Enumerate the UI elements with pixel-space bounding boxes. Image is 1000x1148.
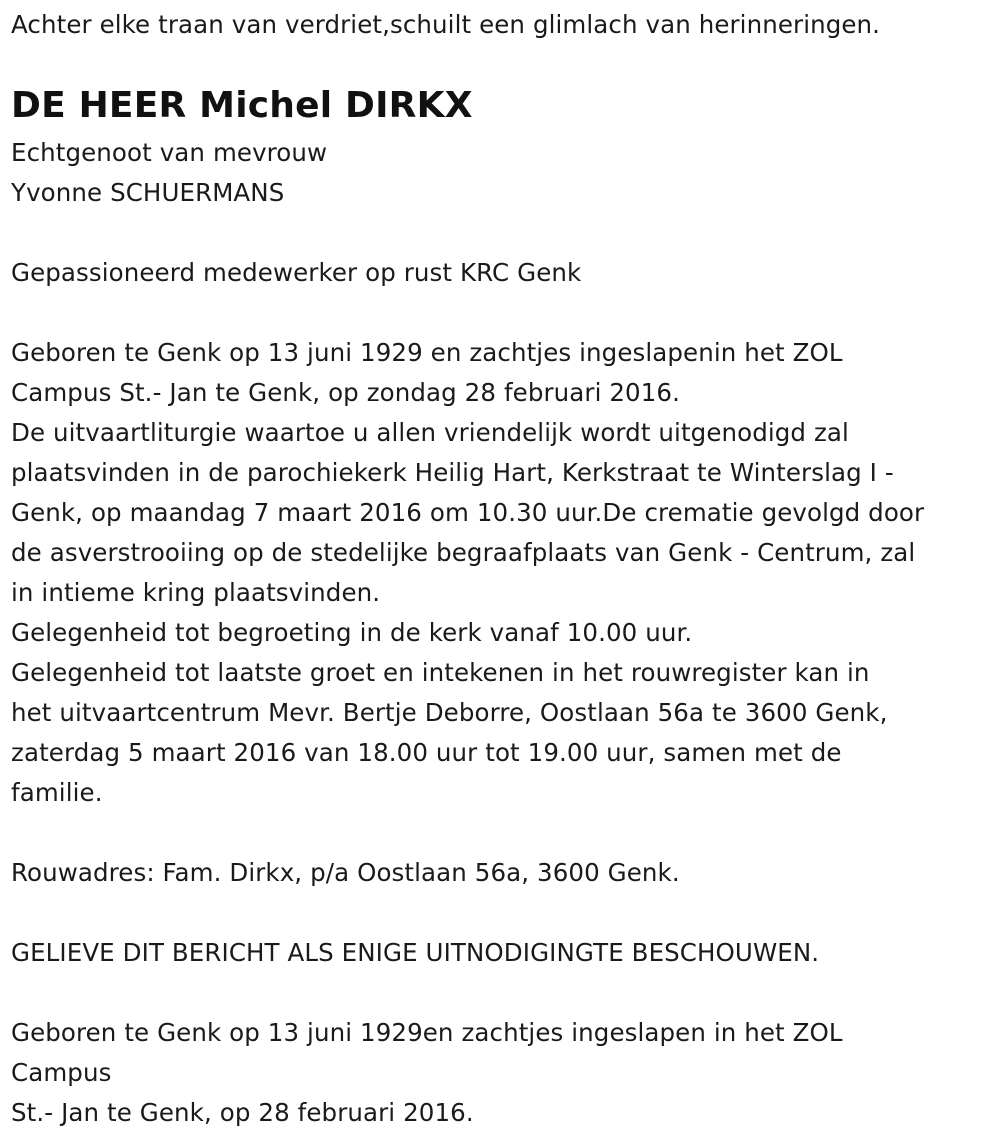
notice-block [11, 933, 819, 973]
body-line: het uitvaartcentrum Mevr. Bertje Deborre, Oostlaan 56a te 3600 Genk, [11, 698, 888, 727]
body-line: familie. [11, 778, 103, 807]
body-line: Gelegenheid tot begroeting in de kerk vanaf 10.00 uur. [11, 618, 693, 647]
body-line: in intieme kring plaatsvinden. [11, 578, 381, 607]
invitation-notice: GELIEVE DIT BERICHT ALS ENIGE UITNODIGINGTE BESCHOUWEN. [11, 938, 820, 967]
spouse-name: Yvonne SCHUERMANS [11, 178, 285, 207]
body-line: De uitvaartliturgie waartoe u allen vriendelijk wordt uitgenodigd zal [11, 418, 849, 447]
spouse-line: Echtgenoot van mevrouw [11, 138, 328, 167]
body-line: Genk, op maandag 7 maart 2016 om 10.30 uur.De crematie gevolgd door [11, 498, 925, 527]
main-text-block [11, 333, 924, 813]
body-line: Gelegenheid tot laatste groet en intekenen in het rouwregister kan in [11, 658, 870, 687]
repeat-line: Geboren te Genk op 13 juni 1929en zachtjes ingeslapen in het ZOL [11, 1018, 843, 1047]
body-line: Geboren te Genk op 13 juni 1929 en zachtjes ingeslapenin het ZOL [11, 338, 843, 367]
spouse-block [11, 133, 327, 213]
repeat-line: St.- Jan te Genk, op 28 februari 2016. [11, 1098, 474, 1127]
mourning-address-block [11, 853, 680, 893]
body-line: Campus St.- Jan te Genk, op zondag 28 februari 2016. [11, 378, 681, 407]
body-line: de asverstrooiing op de stedelijke begraafplaats van Genk - Centrum, zal [11, 538, 916, 567]
repeat-line: Campus [11, 1058, 112, 1087]
deceased-name: DE HEER Michel DIRKX [11, 85, 473, 126]
body-line: plaatsvinden in de parochiekerk Heilig Hart, Kerkstraat te Winterslag I - [11, 458, 894, 487]
role-block [11, 253, 581, 293]
mourning-address: Rouwadres: Fam. Dirkx, p/a Oostlaan 56a, 3600 Genk. [11, 858, 680, 887]
role-text: Gepassioneerd medewerker op rust KRC Genk [11, 258, 582, 287]
opening-quote: Achter elke traan van verdriet,schuilt een glimlach van herinneringen. [11, 10, 881, 39]
body-line: zaterdag 5 maart 2016 van 18.00 uur tot 19.00 uur, samen met de [11, 738, 842, 767]
repeat-block [11, 1013, 843, 1133]
